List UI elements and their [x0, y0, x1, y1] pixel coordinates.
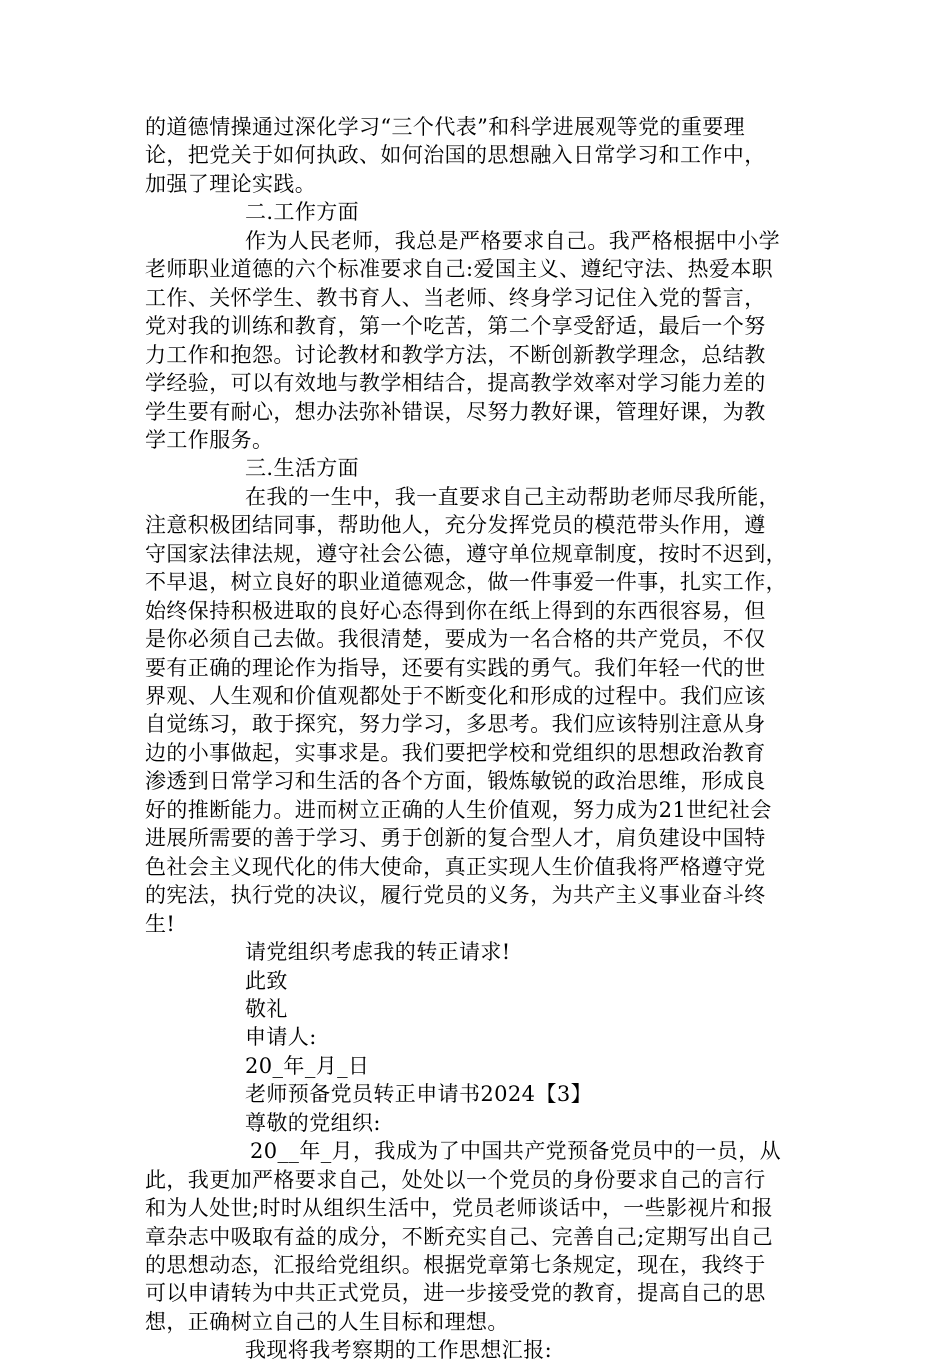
- applicant-label: 申请人:: [245, 1025, 317, 1049]
- paragraph-line: 的思想动态，汇报给党组织。根据党章第七条规定，现在，我终于: [145, 1253, 766, 1277]
- paragraph-line: 我现将我考察期的工作思想汇报:: [245, 1338, 553, 1362]
- paragraph-line: 注意积极团结同事，帮助他人，充分发挥党员的模范带头作用，遵: [145, 513, 766, 537]
- paragraph-line: 论，把党关于如何执政、如何治国的思想融入日常学习和工作中，: [145, 143, 766, 167]
- paragraph-line: 学生要有耐心，想办法弥补错误，尽努力教好课，管理好课，为教: [145, 400, 766, 424]
- paragraph-line: 章杂志中吸取有益的成分，不断充实自己、完善自己;定期写出自己: [145, 1225, 774, 1249]
- paragraph-line: 进展所需要的善于学习、勇于创新的复合型人才，肩负建设中国特: [145, 826, 766, 850]
- paragraph-line: 加强了理论实践。: [145, 172, 317, 196]
- closing-salutation: 此致: [245, 969, 288, 993]
- paragraph-line: 的道德情操通过深化学习“三个代表”和科学进展观等党的重要理: [145, 115, 746, 139]
- paragraph-line: 生!: [145, 912, 176, 936]
- paragraph-line: 学经验，可以有效地与教学相结合，提高教学效率对学习能力差的: [145, 371, 766, 395]
- paragraph-line: 守国家法律法规，遵守社会公德，遵守单位规章制度，按时不迟到，: [145, 542, 787, 566]
- paragraph-line: 的宪法，执行党的决议，履行党员的义务，为共产主义事业奋斗终: [145, 883, 766, 907]
- paragraph-line: 工作、关怀学生、教书育人、当老师、终身学习记住入党的誓言，: [145, 286, 766, 310]
- paragraph-line: 作为人民老师，我总是严格要求自己。我严格根据中小学: [245, 229, 780, 253]
- paragraph-line: 要有正确的理论作为指导，还要有实践的勇气。我们年轻一代的世: [145, 656, 766, 680]
- paragraph-line: 不早退，树立良好的职业道德观念，做一件事爱一件事，扎实工作，: [145, 570, 787, 594]
- paragraph-line: 好的推断能力。进而树立正确的人生价值观，努力成为21世纪社会: [145, 798, 772, 822]
- paragraph-line: 始终保持积极进取的良好心态得到你在纸上得到的东西很容易，但: [145, 599, 766, 623]
- paragraph-line: 想，正确树立自己的人生目标和理想。: [145, 1310, 509, 1334]
- paragraph-line: 和为人处世;时时从组织生活中，党员老师谈话中，一些影视片和报: [145, 1196, 774, 1220]
- paragraph-line: 此，我更加严格要求自己，处处以一个党员的身份要求自己的言行: [145, 1168, 766, 1192]
- paragraph-line: 老师职业道德的六个标准要求自己:爱国主义、遵纪守法、热爱本职: [145, 257, 774, 281]
- paragraph-line: 渗透到日常学习和生活的各个方面，锻炼敏锐的政治思维，形成良: [145, 769, 766, 793]
- greeting: 尊敬的党组织:: [245, 1111, 381, 1135]
- date-line: 20_年_月_日: [245, 1054, 370, 1078]
- paragraph-line: 色社会主义现代化的伟大使命，真正实现人生价值我将严格遵守党: [145, 855, 766, 879]
- paragraph-line: 党对我的训练和教育，第一个吃苦，第二个享受舒适，最后一个努: [145, 314, 766, 338]
- paragraph-line: 界观、人生观和价值观都处于不断变化和形成的过程中。我们应该: [145, 684, 766, 708]
- paragraph-line: 是你必须自己去做。我很清楚，要成为一名合格的共产党员，不仅: [145, 627, 766, 651]
- paragraph-line: 力工作和抱怨。讨论教材和教学方法，不断创新教学理念，总结教: [145, 343, 766, 367]
- paragraph-line: 在我的一生中，我一直要求自己主动帮助老师尽我所能，: [245, 485, 780, 509]
- paragraph-line: 边的小事做起，实事求是。我们要把学校和党组织的思想政治教育: [145, 741, 766, 765]
- closing-respect: 敬礼: [245, 997, 288, 1021]
- paragraph-line: 学工作服务。: [145, 428, 274, 452]
- section-heading-life: 三.生活方面: [245, 456, 360, 480]
- paragraph-line: 可以申请转为中共正式党员，进一步接受党的教育，提高自己的思: [145, 1281, 766, 1305]
- paragraph-line: 20__年_月，我成为了中国共产党预备党员中的一员，从: [250, 1139, 782, 1163]
- request-line: 请党组织考虑我的转正请求!: [245, 940, 511, 964]
- section-title: 老师预备党员转正申请书2024【3】: [245, 1082, 593, 1106]
- section-heading-work: 二.工作方面: [245, 200, 360, 224]
- paragraph-line: 自觉练习，敢于探究，努力学习，多思考。我们应该特别注意从身: [145, 712, 766, 736]
